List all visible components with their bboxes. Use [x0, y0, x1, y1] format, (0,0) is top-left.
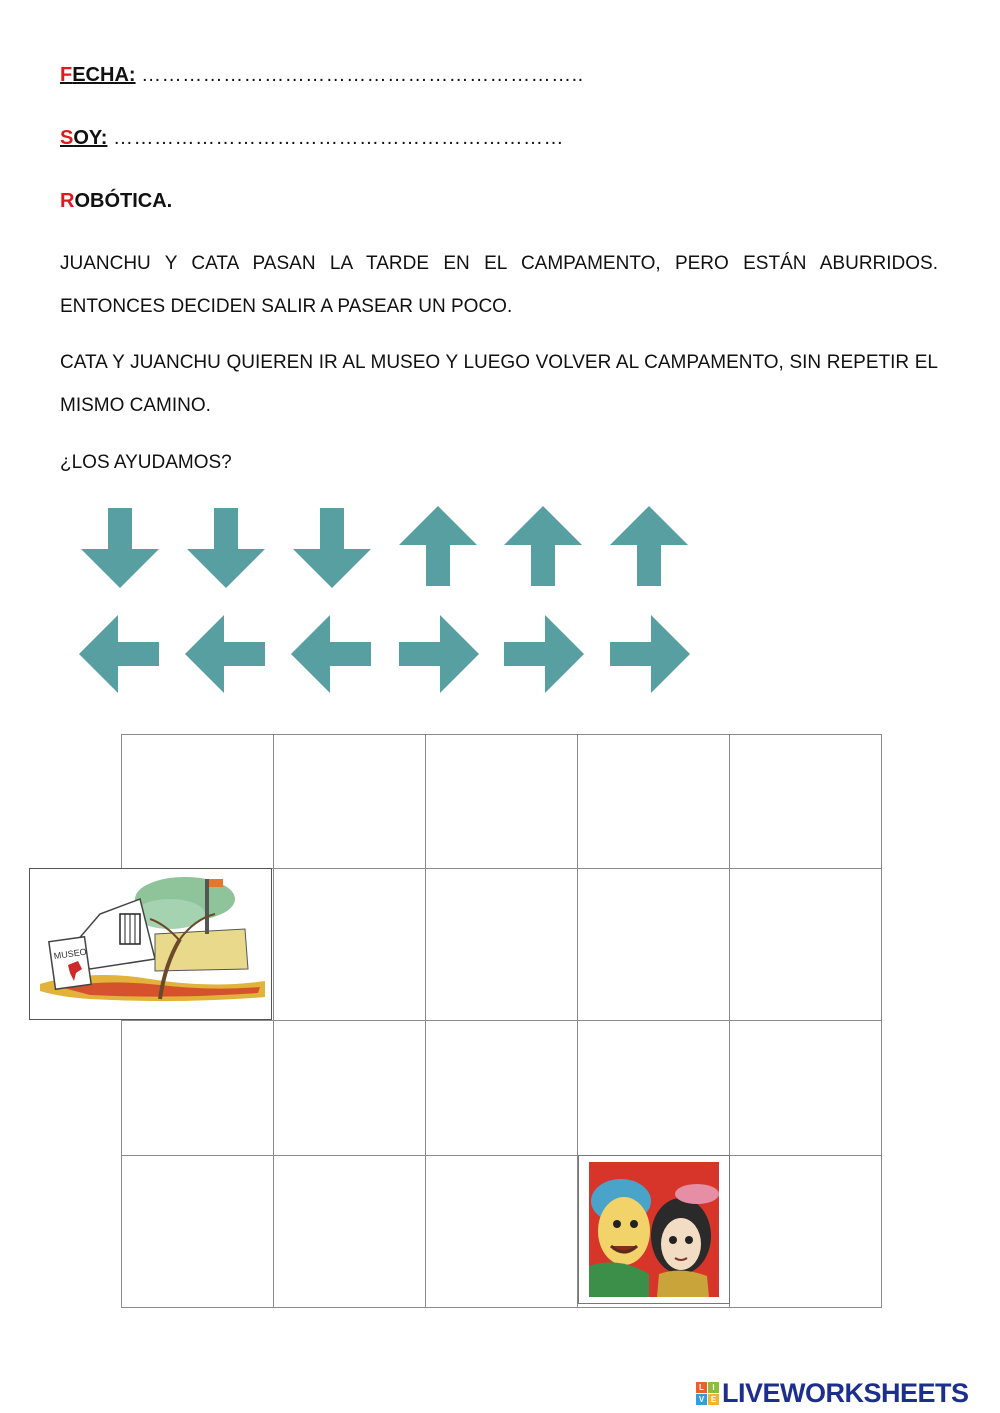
grid-cell[interactable] — [273, 1155, 426, 1308]
grid-cell[interactable] — [729, 1020, 882, 1156]
grid-cell[interactable] — [273, 868, 426, 1021]
question-text: ¿LOS AYUDAMOS? — [60, 452, 232, 473]
logo-text: LIVEWORKSHEETS — [722, 1377, 969, 1408]
grid-cell[interactable] — [729, 1155, 882, 1308]
grid-cell[interactable] — [425, 734, 578, 869]
grid-cell[interactable] — [729, 734, 882, 869]
arrow-right-icon[interactable] — [606, 611, 692, 697]
grid-cell[interactable] — [425, 868, 578, 1021]
arrow-up-icon[interactable] — [395, 504, 481, 590]
arrow-up-icon[interactable] — [500, 504, 586, 590]
arrow-left-icon[interactable] — [77, 611, 163, 697]
soy-label: SOY: — [60, 127, 108, 149]
liveworksheets-logo — [696, 1376, 969, 1410]
grid-cell[interactable] — [121, 1020, 274, 1156]
arrow-down-icon[interactable] — [183, 504, 269, 590]
arrow-left-icon[interactable] — [289, 611, 375, 697]
grid-cell[interactable] — [577, 868, 730, 1021]
arrow-up-icon[interactable] — [606, 504, 692, 590]
soy-blank[interactable]: ………………………………………………………… — [112, 127, 564, 149]
grid-cell[interactable] — [121, 1155, 274, 1308]
task-paragraph: CATA Y JUANCHU QUIEREN IR AL MUSEO Y LUEGO VOLVER AL CAMPAMENTO, SIN REPETIR EL MISMO CAMINO. — [60, 352, 938, 416]
grid-cell[interactable] — [425, 1020, 578, 1156]
kids-illustration — [579, 1156, 729, 1303]
page-title: ROBÓTICA. — [60, 190, 173, 212]
grid-cell[interactable] — [577, 1020, 730, 1156]
grid-cell[interactable] — [577, 734, 730, 869]
arrow-left-icon[interactable] — [183, 611, 269, 697]
intro-paragraph: JUANCHU Y CATA PASAN LA TARDE EN EL CAMPAMENTO, PERO ESTÁN ABURRIDOS. ENTONCES DECIDEN SALIR A PASEAR UN POCO. — [60, 253, 938, 317]
grid-cell[interactable] — [273, 734, 426, 869]
arrow-down-icon[interactable] — [77, 504, 163, 590]
fecha-line — [60, 64, 584, 87]
arrow-right-icon[interactable] — [395, 611, 481, 697]
soy-line — [60, 127, 564, 150]
grid-cell[interactable] — [121, 734, 274, 869]
museum-illustration — [30, 869, 271, 1019]
grid-cell[interactable] — [425, 1155, 578, 1308]
museum-sign-text: MUSEO — [53, 946, 88, 962]
arrow-right-icon[interactable] — [500, 611, 586, 697]
logo-mark-icon: L I V E — [696, 1382, 719, 1405]
kids-picture — [578, 1155, 730, 1304]
fecha-blank[interactable]: ……………………………………………………….. — [141, 64, 584, 86]
grid-cell[interactable] — [273, 1020, 426, 1156]
grid-cell[interactable] — [729, 868, 882, 1021]
fecha-label: FECHA: — [60, 64, 136, 86]
arrow-down-icon[interactable] — [289, 504, 375, 590]
museum-picture — [29, 868, 272, 1020]
